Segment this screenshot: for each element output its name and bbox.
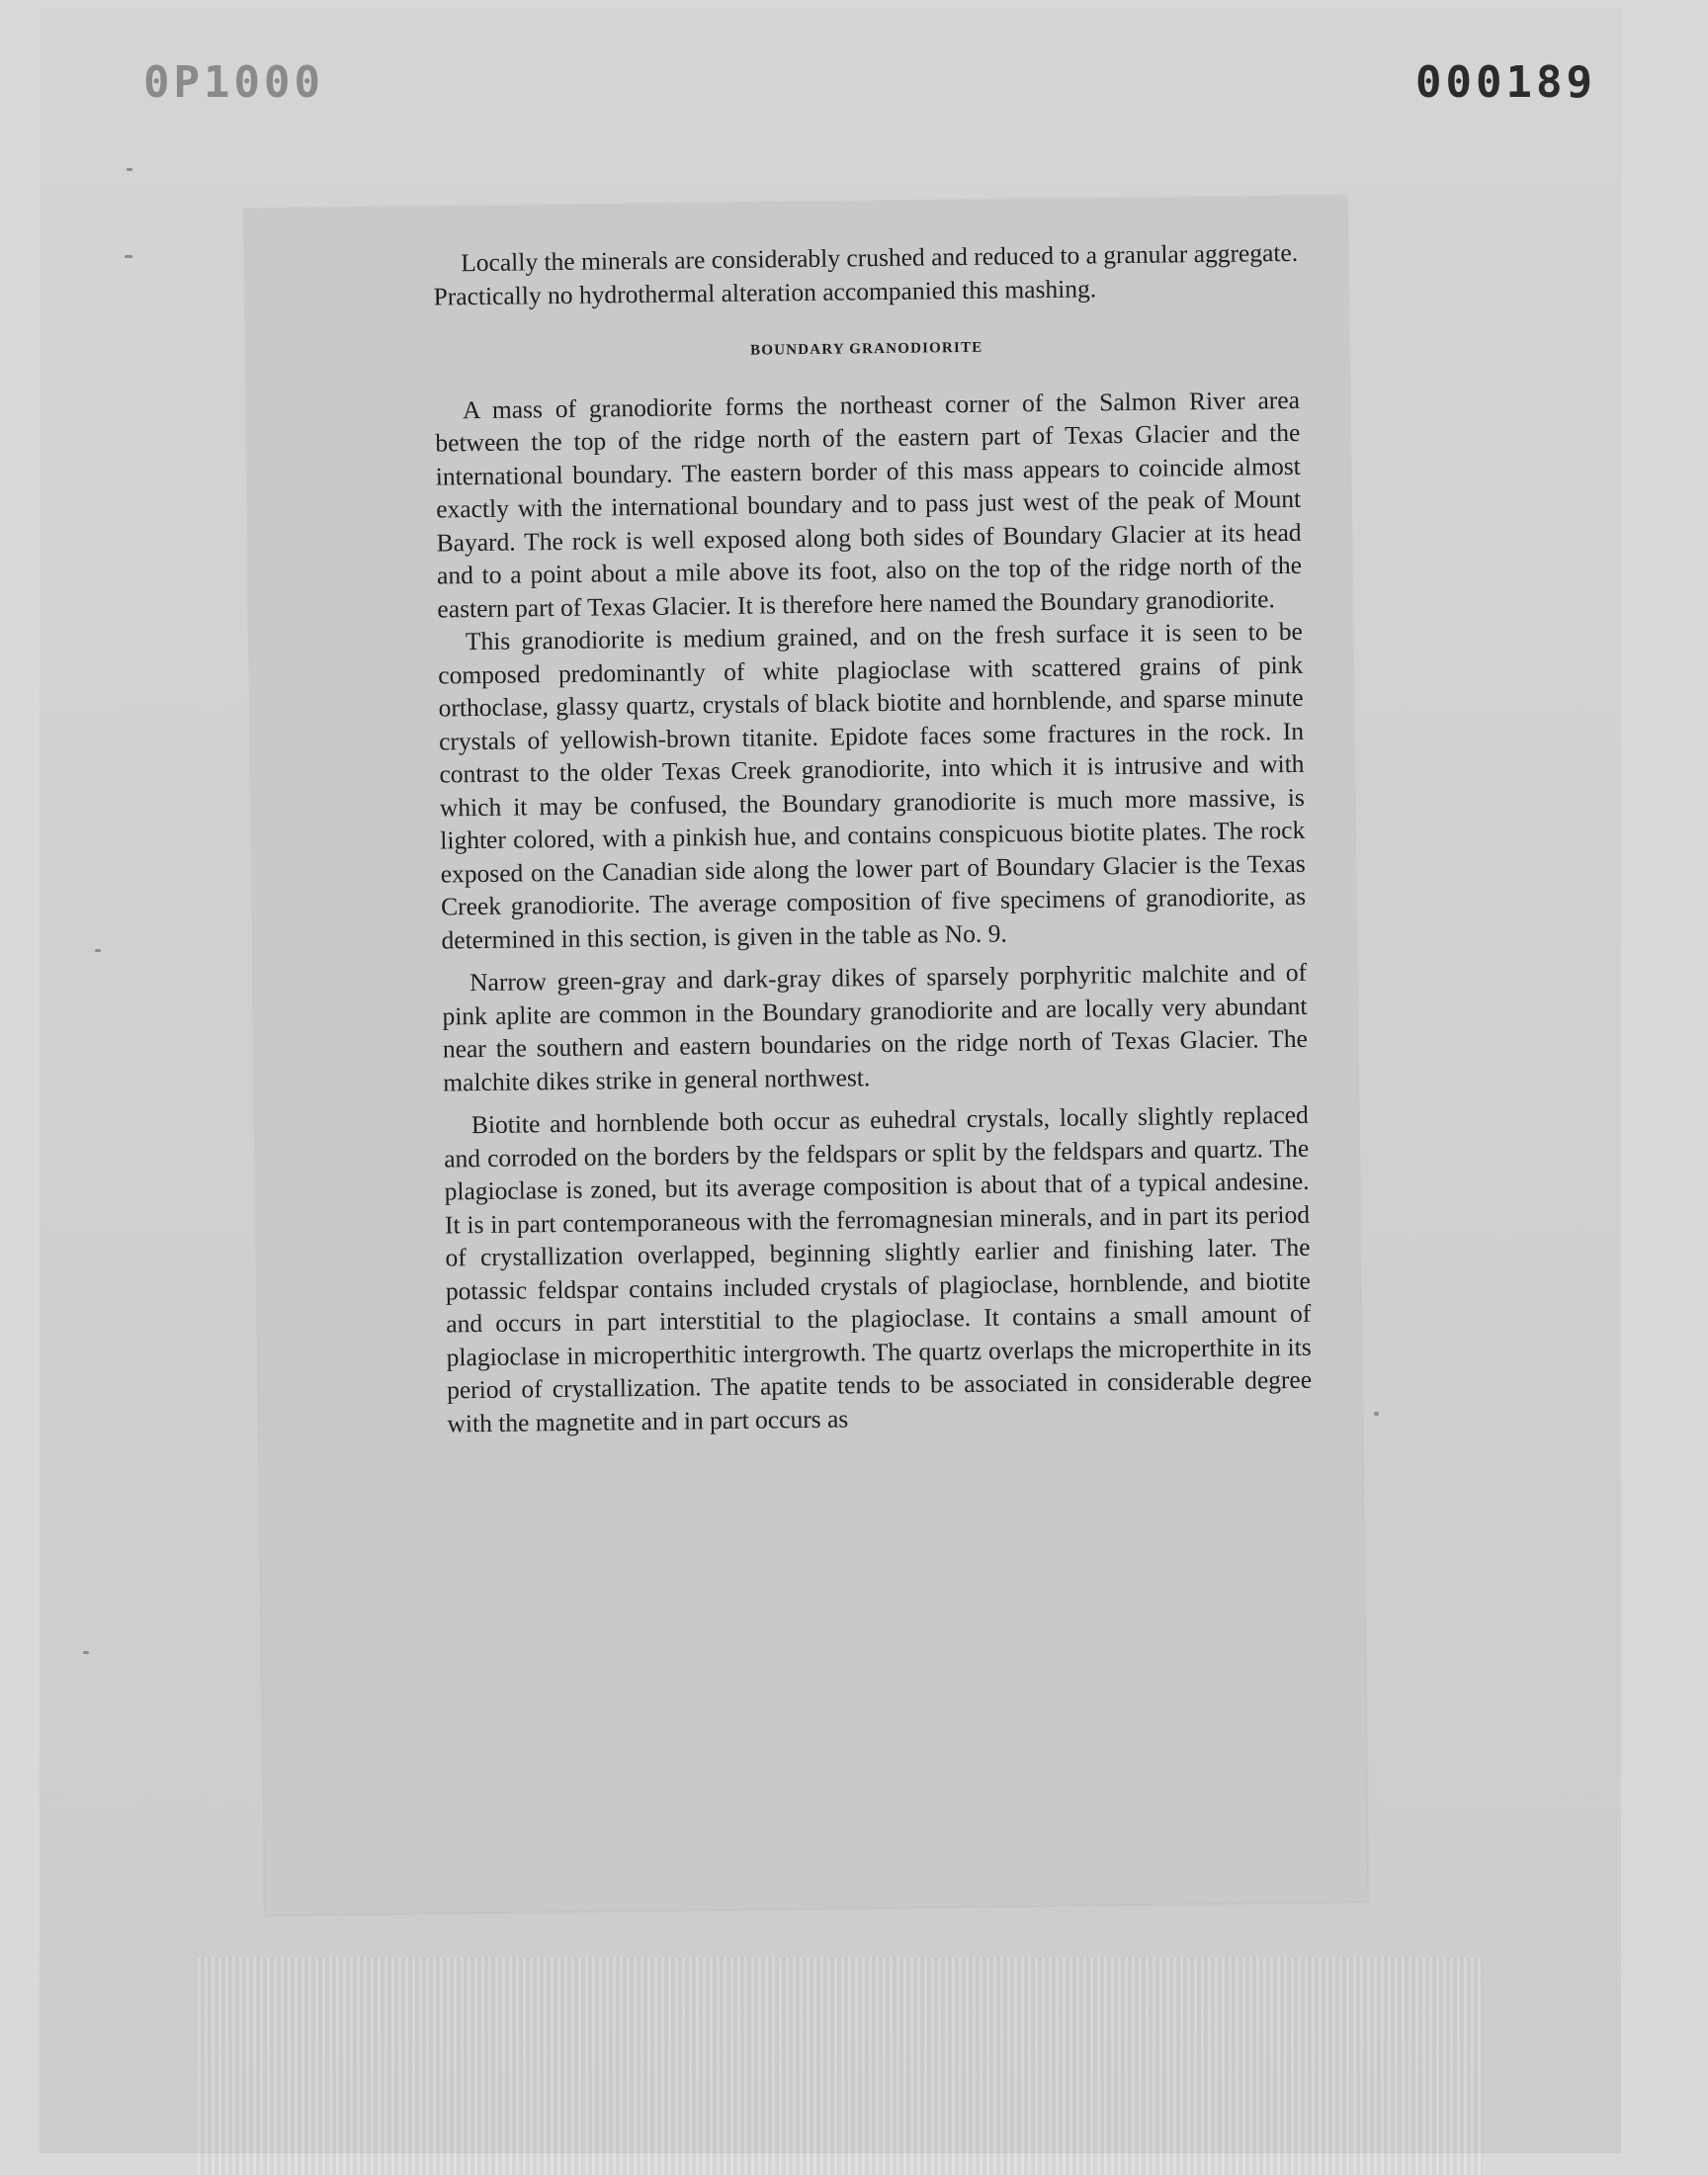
archive-stamp-right: 000189 (1415, 57, 1596, 108)
scan-speck (83, 1651, 89, 1654)
section-heading: BOUNDARY GRANODIORITE (749, 339, 983, 359)
paragraph: Locally the minerals are considerably crushed and reduced to a granular aggregate. Practically no hydrothermal alteration accompanied this mashing. (433, 237, 1299, 311)
archive-stamp-left: 0P1000 (143, 57, 324, 108)
scan-speck (125, 255, 132, 258)
document-body (433, 236, 1313, 1440)
scan-speck (1374, 1412, 1379, 1416)
scan-speck (95, 949, 101, 952)
paragraph: A mass of granodiorite forms the northeast corner of the Salmon River area between the top of the ridge north of the eastern part of Texas Glacier and the international boundary. The eastern border of this mass appears to coincide almost exactly with the international boundary and to pass just west of the peak of Mount Bayard. The rock is well exposed along both sides of Boundary Glacier at its head and to a point about a mile above its foot, also on the top of the ridge north of the eastern part of Texas Glacier. It is therefore here named the Boundary granodiorite. (435, 385, 1303, 624)
paragraph: This granodiorite is medium grained, and on the fresh surface it is seen to be composed predominantly of white plagioclase with scattered grains of pink orthoclase, glassy quartz, crystals of black biotite and hornblende, and sparse minute crystals of yellowish-brown titanite. Epidote faces some fractures in the rock. In contrast to the older Texas Creek granodiorite, into which it is intrusive and with which it may be confused, the Boundary granodiorite is much more massive, is lighter colored, with a pinkish hue, and contains conspicuous biotite plates. The rock exposed on the Canadian side along the lower part of Boundary Glacier is the Texas Creek granodiorite. The average composition of five specimens of granodiorite, as determined in this section, is given in the table as No. 9. (438, 616, 1307, 954)
scan-speck (127, 168, 132, 171)
paragraph: Narrow green-gray and dark-gray dikes of sparsely porphyritic malchite and of pink aplite are common in the Boundary granodiorite and are locally very abundant near the southern and eastern boundaries on the ridge north of Texas Glacier. The malchite dikes strike in general northwest. (442, 957, 1309, 1096)
scanner-streaks (198, 1958, 1483, 2175)
paragraph: Biotite and hornblende both occur as euhedral crystals, locally slightly replaced and corroded on the borders by the feldspars or split by the feldspars and quartz. The plagioclase is zoned, but its average composition is about that of a typical andesine. It is in part contemporaneous with the ferromagnesian minerals, and in part its period of crystallization overlapped, beginning slightly earlier and finishing later. The potassic feldspar contains included crystals of plagioclase, hornblende, and biotite and occurs in part interstitial to the plagioclase. It contains a small amount of plagioclase in microperthitic intergrowth. The quartz overlaps the microperthite in its period of crystallization. The apatite tends to be associated in considerable degree with the magnetite and in part occurs as (444, 1099, 1313, 1437)
document-page (245, 196, 1368, 1914)
